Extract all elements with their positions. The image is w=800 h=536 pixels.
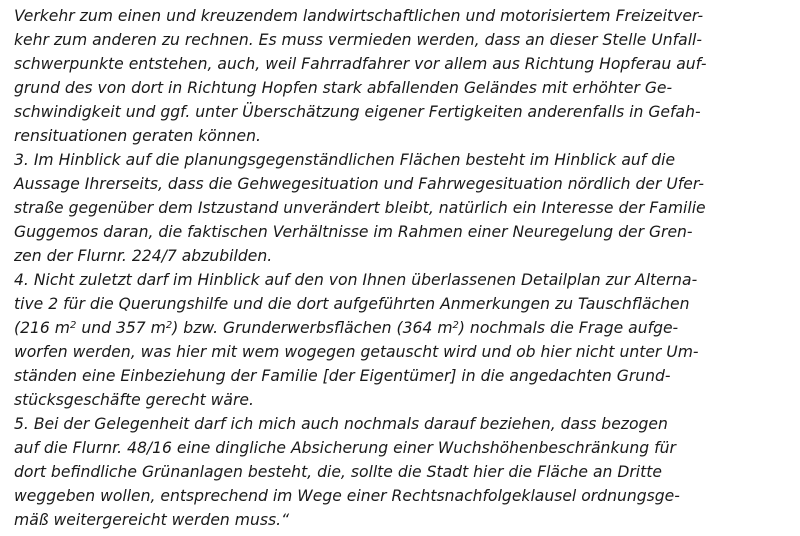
text-fragment: und 357 m	[76, 319, 166, 337]
superscript: 2	[452, 320, 459, 331]
text-line: Guggemos daran, die faktischen Verhältnisse im Rahmen einer Neuregelung der Gren-	[14, 223, 693, 241]
point-3-line: 3. Im Hinblick auf die planungsgegenständlichen Flächen besteht im Hinblick auf die	[14, 151, 676, 169]
text-fragment: (216 m	[14, 319, 70, 337]
document-text	[14, 4, 794, 532]
text-line: straße gegenüber dem Istzustand unverändert bleibt, natürlich ein Interesse der Familie	[14, 199, 706, 217]
text-line: mäß weitergereicht werden muss.“	[14, 511, 290, 529]
text-line: grund des von dort in Richtung Hopfen stark abfallenden Geländes mit erhöhter Ge-	[14, 79, 673, 97]
superscript: 2	[70, 320, 77, 331]
text-fragment: ) bzw. Grunderwerbsflächen (364 m	[172, 319, 453, 337]
text-line: stücksgeschäfte gerecht wäre.	[14, 391, 254, 409]
text-line: schwindigkeit und ggf. unter Überschätzung eigener Fertigkeiten anderenfalls in Gefah-	[14, 103, 701, 121]
text-line: schwerpunkte entstehen, auch, weil Fahrradfahrer vor allem aus Richtung Hopferau auf-	[14, 55, 707, 73]
text-line: worfen werden, was hier mit wem wogegen getauscht wird und ob hier nicht unter Um-	[14, 343, 699, 361]
point-4-line: 4. Nicht zuletzt darf im Hinblick auf den von Ihnen überlassenen Detailplan zur Alterna-	[14, 271, 698, 289]
text-line: ständen eine Einbeziehung der Familie [der Eigentümer] in die angedachten Grund-	[14, 367, 671, 385]
text-line: auf die Flurnr. 48/16 eine dingliche Absicherung einer Wuchshöhenbeschränkung für	[14, 439, 676, 457]
text-line: tive 2 für die Querungshilfe und die dort aufgeführten Anmerkungen zu Tauschflächen	[14, 295, 690, 313]
area-line	[14, 316, 794, 340]
text-line: Aussage Ihrerseits, dass die Gehwegesituation und Fahrwegesituation nördlich der Ufer-	[14, 175, 705, 193]
text-fragment: ) nochmals die Frage aufge-	[458, 319, 679, 337]
text-line: Verkehr zum einen und kreuzendem landwirtschaftlichen und motorisiertem Freizeitver-	[14, 7, 704, 25]
point-5-line: 5. Bei der Gelegenheit darf ich mich auch nochmals darauf beziehen, dass bezogen	[14, 415, 668, 433]
text-line: dort befindliche Grünanlagen besteht, die, sollte die Stadt hier die Fläche an Dritte	[14, 463, 662, 481]
superscript: 2	[165, 320, 173, 331]
text-line: weggeben wollen, entsprechend im Wege einer Rechtsnachfolgeklausel ordnungsge-	[14, 487, 680, 505]
text-line: zen der Flurnr. 224/7 abzubilden.	[14, 247, 273, 265]
text-line: rensituationen geraten können.	[14, 127, 261, 145]
text-line: kehr zum anderen zu rechnen. Es muss vermieden werden, dass an dieser Stelle Unfall-	[14, 31, 702, 49]
